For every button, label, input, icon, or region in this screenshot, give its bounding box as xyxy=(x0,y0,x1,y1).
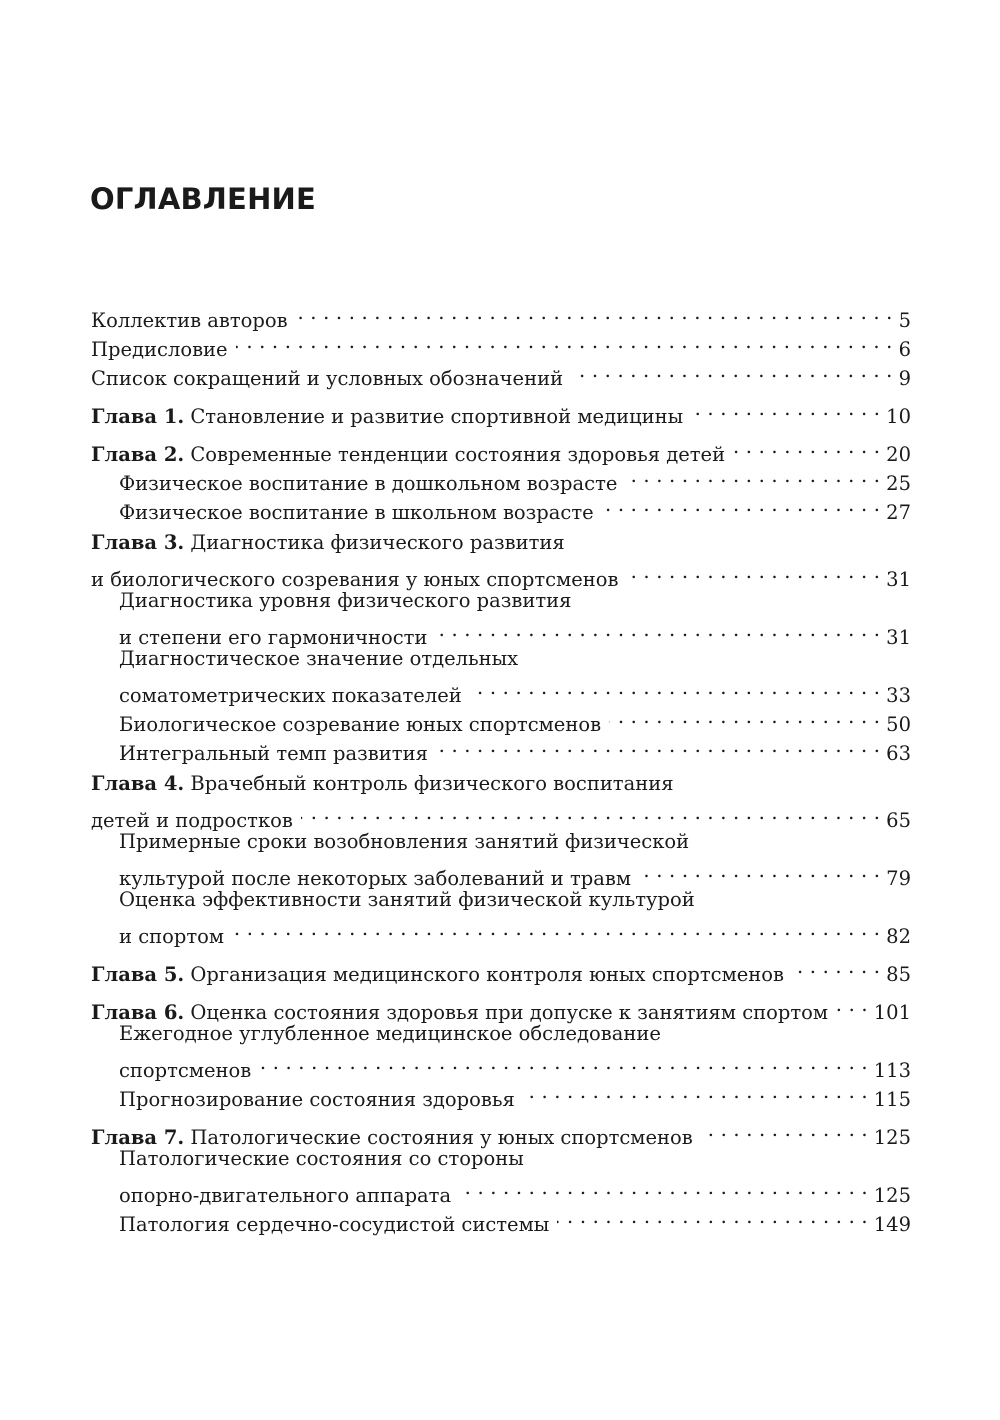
toc-section-entry[interactable] xyxy=(91,615,911,649)
toc-page-number: 10 xyxy=(886,405,911,428)
toc-page-number: 63 xyxy=(886,742,911,765)
toc-section-entry[interactable] xyxy=(91,914,911,948)
chapter-title-text: Патологические состояния у юных спортсменов xyxy=(190,1126,693,1149)
dot-leader xyxy=(232,914,880,943)
toc-chapter-entry[interactable] xyxy=(91,952,911,986)
toc-page-number: 50 xyxy=(886,713,911,736)
toc-page-number: 31 xyxy=(886,568,911,591)
chapter-number: Глава 7. xyxy=(91,1126,185,1149)
toc-section-entry-line[interactable]: Диагностическое значение отдельных xyxy=(119,647,519,670)
toc-chapter-entry-line[interactable] xyxy=(91,769,911,798)
toc-page-number: 125 xyxy=(873,1126,911,1149)
toc-section-title: Биологическое созревание юных спортсменов xyxy=(119,713,602,736)
dot-leader xyxy=(435,615,880,644)
dot-leader xyxy=(639,856,880,885)
toc-chapter-title: и биологического созревания у юных спортсменов xyxy=(91,568,619,591)
chapter-title-text: Организация медицинского контроля юных спортсменов xyxy=(190,963,785,986)
dot-leader xyxy=(523,1077,868,1106)
toc-section-entry[interactable] xyxy=(91,856,911,890)
toc-page-number: 65 xyxy=(886,809,911,832)
toc-section-title: Физическое воспитание в школьном возрасте xyxy=(119,501,594,524)
toc-chapter-entry[interactable] xyxy=(91,432,911,466)
toc-entry-title: Коллектив авторов xyxy=(91,309,288,332)
dot-leader xyxy=(701,1115,868,1144)
toc-section-entry-line[interactable]: Оценка эффективности занятий физической культурой xyxy=(119,888,695,911)
toc-section-entry-line[interactable]: Ежегодное углубленное медицинское обследование xyxy=(119,1022,661,1045)
dot-leader xyxy=(236,327,893,356)
toc-entry-title: Список сокращений и условных обозначений xyxy=(91,367,564,390)
dot-leader xyxy=(602,490,881,519)
dot-leader xyxy=(459,1173,868,1202)
dot-leader xyxy=(625,461,880,490)
page-title: ОГЛАВЛЕНИЕ xyxy=(90,182,317,216)
dot-leader xyxy=(792,952,880,981)
toc-page-number: 79 xyxy=(886,867,911,890)
chapter-number: Глава 6. xyxy=(91,1001,185,1024)
chapter-title-text: Врачебный контроль физического воспитания xyxy=(190,772,674,795)
toc-page-number: 85 xyxy=(886,963,911,986)
toc-page-number: 25 xyxy=(886,472,911,495)
chapter-title-text: Диагностика физического развития xyxy=(190,531,565,554)
toc-chapter-title: детей и подростков xyxy=(91,809,293,832)
toc-section-title: соматометрических показателей xyxy=(119,684,462,707)
chapter-title-text: Оценка состояния здоровья при допуске к занятиям спортом xyxy=(190,1001,829,1024)
toc-section-entry-line[interactable]: Примерные сроки возобновления занятий физической xyxy=(119,830,690,853)
chapter-title-text: Современные тенденции состояния здоровья детей xyxy=(190,443,726,466)
toc-page-number: 115 xyxy=(873,1088,911,1111)
dot-leader xyxy=(571,356,892,385)
toc-section-title: культурой после некоторых заболеваний и травм xyxy=(119,867,632,890)
chapter-number: Глава 2. xyxy=(91,443,185,466)
toc-chapter-entry-line[interactable] xyxy=(91,528,911,557)
toc-section-entry-line[interactable]: Патологические состояния со стороны xyxy=(119,1147,524,1170)
toc-chapter-title xyxy=(91,402,683,431)
toc-page-number: 33 xyxy=(886,684,911,707)
toc-page-number: 31 xyxy=(886,626,911,649)
dot-leader xyxy=(296,298,893,327)
toc-chapter-entry[interactable] xyxy=(91,990,911,1024)
toc-page-number: 20 xyxy=(886,443,911,466)
toc-section-entry-line[interactable]: Диагностика уровня физического развития xyxy=(119,589,572,612)
dot-leader xyxy=(301,798,880,827)
toc-entry-title: Предисловие xyxy=(91,338,228,361)
toc-page-number: 9 xyxy=(898,367,911,390)
toc-chapter-entry[interactable] xyxy=(91,798,911,832)
toc-page-number: 149 xyxy=(873,1213,911,1236)
chapter-number: Глава 4. xyxy=(91,772,185,795)
dot-leader xyxy=(627,557,881,586)
toc-chapter-title xyxy=(91,960,784,989)
chapter-number: Глава 5. xyxy=(91,963,185,986)
toc-section-title: Интегральный темп развития xyxy=(119,742,428,765)
dot-leader xyxy=(836,990,868,1019)
toc-section-title: и степени его гармоничности xyxy=(119,626,428,649)
toc-page-number: 113 xyxy=(873,1059,911,1082)
toc-section-title: и спортом xyxy=(119,925,225,948)
toc-section-title: Патология сердечно-сосудистой системы xyxy=(119,1213,550,1236)
toc-entry[interactable] xyxy=(91,298,911,332)
toc-section-title: Прогнозирование состояния здоровья xyxy=(119,1088,515,1111)
dot-leader xyxy=(691,394,880,423)
toc-section-title: опорно-двигательного аппарата xyxy=(119,1184,452,1207)
toc-section-entry[interactable] xyxy=(91,1173,911,1207)
toc-chapter-entry[interactable] xyxy=(91,1115,911,1149)
chapter-number: Глава 3. xyxy=(91,531,185,554)
chapter-title-text: Становление и развитие спортивной медицины xyxy=(190,405,684,428)
toc-chapter-entry[interactable] xyxy=(91,557,911,591)
toc-page-number: 27 xyxy=(886,501,911,524)
toc-page-number: 6 xyxy=(898,338,911,361)
chapter-number: Глава 1. xyxy=(91,405,185,428)
toc-section-title: спортсменов xyxy=(119,1059,252,1082)
toc-chapter-entry[interactable] xyxy=(91,394,911,428)
dot-leader xyxy=(557,1202,867,1231)
toc-section-title: Физическое воспитание в дошкольном возрасте xyxy=(119,472,618,495)
dot-leader xyxy=(259,1048,867,1077)
toc-page-number: 5 xyxy=(898,309,911,332)
toc-page-number: 125 xyxy=(873,1184,911,1207)
dot-leader xyxy=(609,702,880,731)
toc-page-number: 101 xyxy=(873,1001,911,1024)
toc-section-entry[interactable] xyxy=(91,1048,911,1082)
dot-leader xyxy=(436,731,880,760)
dot-leader xyxy=(470,673,880,702)
toc-page-number: 82 xyxy=(886,925,911,948)
table-of-contents xyxy=(91,298,911,1236)
dot-leader xyxy=(733,432,880,461)
toc-section-entry[interactable] xyxy=(91,673,911,707)
